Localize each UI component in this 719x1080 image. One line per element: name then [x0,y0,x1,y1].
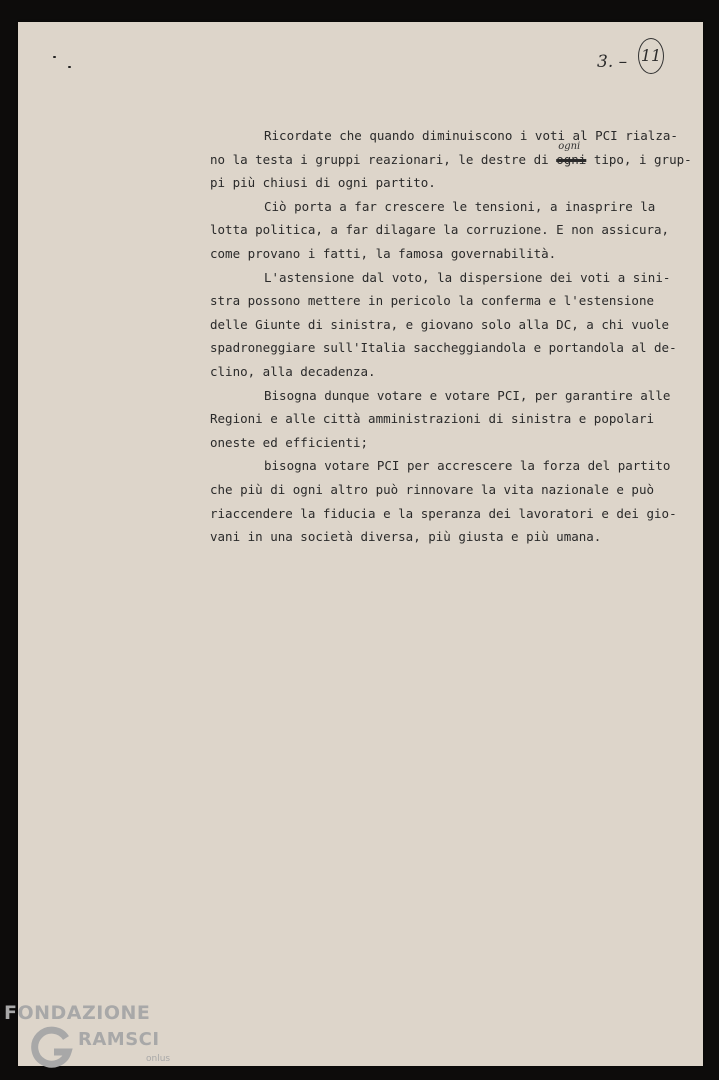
text-line: clino, alla decadenza. [210,363,376,379]
paper-mark [53,56,56,58]
text-line: Ciò porta a far crescere le tensioni, a inasprire la [264,198,656,214]
text-line: vani in una società diversa, più giusta e più umana. [210,529,602,545]
paper-mark [68,66,71,68]
watermark-line1: FONDAZIONE [4,1002,151,1024]
watermark-line2: RAMSCI [78,1029,160,1050]
text-line: riaccendere la fiducia e la speranza dei lavoratori e dei gio- [210,505,677,521]
text-line: Ricordate che quando diminuiscono i voti al PCI rialza- [264,128,678,143]
handwritten-correction [556,140,587,172]
text-line: Bisogna dunque votare e votare PCI, per garantire alle [264,387,671,403]
folio-number: 11 [638,38,664,74]
text-line: L'astensione dal voto, la dispersione dei voti a sini- [264,269,671,285]
text-line: Regioni e alle città amministrazioni di sinistra e popolari [210,411,655,427]
text-line: delle Giunte di sinistra, e giovano solo alla DC, a chi vuole [210,316,670,332]
text-line: oneste ed efficienti; [210,434,369,450]
struck-word: ogni [556,151,587,167]
folio-prefix: 3. – [597,52,628,72]
text-segment: tipo, i grup- [586,151,692,167]
watermark-line3: onlus [146,1054,171,1064]
text-line: lotta politica, a far dilagare la corruzione. E non assicura, [210,222,670,238]
text-segment: no la testa i gruppi reazionari, le destre di [210,151,557,167]
text-line: pi più chiusi di ogni partito. [210,175,436,191]
text-line: bisogna votare PCI per accrescere la forza del partito [264,458,671,474]
g-logo-icon [30,1026,74,1070]
text-line: che più di ogni altro può rinnovare la vita nazionale e può [210,481,655,497]
text-line: come provano i fatti, la famosa governabilità. [210,245,557,261]
text-line [210,140,692,172]
document-body [210,124,692,549]
text-line: stra possono mettere in pericolo la conferma e l'estensione [210,293,655,309]
watermark-logo [4,1000,184,1076]
text-line: spadroneggiare sull'Italia saccheggiandola e portandola al de- [210,340,677,356]
page-folio [592,38,678,82]
inserted-word: ogni [558,140,581,152]
